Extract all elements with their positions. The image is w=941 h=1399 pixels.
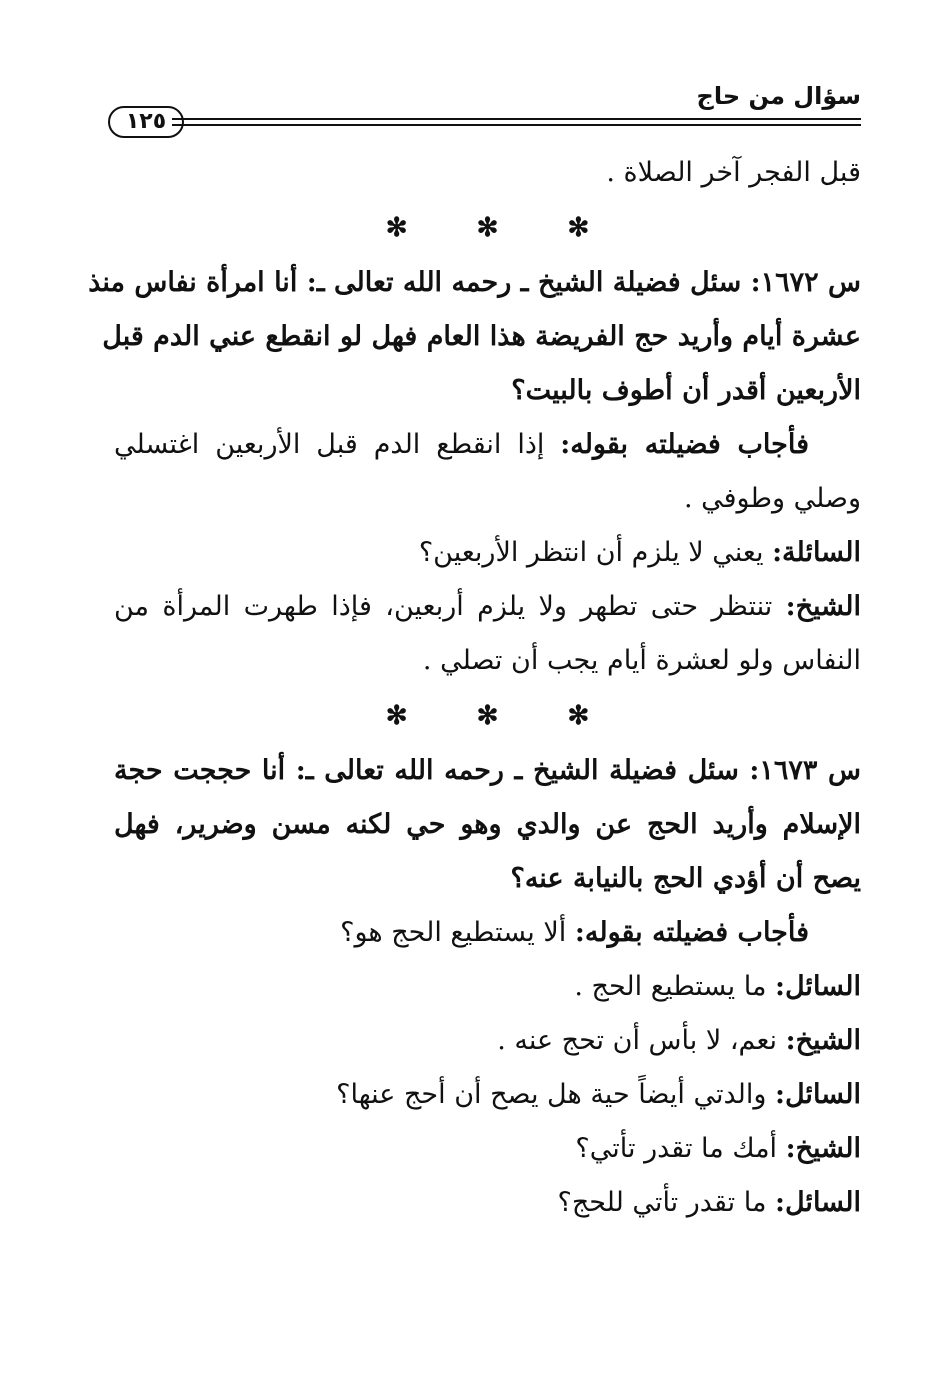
question-line: س ١٦٧٣: سئل فضيلة الشيخ ـ رحمه الله تعالى ـ: أنا حججت حجة [114, 755, 861, 786]
answer-text: إذا انقطع الدم قبل الأربعين اغتسلي [114, 429, 545, 460]
dialogue-text: نعم، لا بأس أن تحج عنه . [497, 1025, 778, 1056]
dialogue-text: يعني لا يلزم أن انتظر الأربعين؟ [418, 537, 764, 568]
dialogue-line [114, 1122, 861, 1176]
section-separator: ✻ ✻ ✻ [385, 701, 620, 731]
question-line: س ١٦٧٢: سئل فضيلة الشيخ ـ رحمه الله تعالى ـ: أنا امرأة نفاس منذ [88, 267, 861, 298]
speaker-label: الشيخ: [785, 1025, 861, 1056]
header-rule [172, 118, 861, 120]
speaker-label: السائل: [775, 1079, 861, 1110]
dialogue-line [114, 1176, 861, 1230]
answer-lead: فأجاب فضيلته بقوله: [560, 429, 809, 460]
question-line: الأربعين أقدر أن أطوف بالبيت؟ [511, 375, 861, 406]
dialogue-text: أمك ما تقدر تأتي؟ [575, 1133, 778, 1164]
page-number: ١٢٥ [108, 106, 184, 138]
question-line: يصح أن أؤدي الحج بالنيابة عنه؟ [510, 863, 861, 894]
question-line: الإسلام وأريد الحج عن والدي وهو حي لكنه مسن وضرير، فهل [114, 809, 861, 840]
dialogue-line [114, 1068, 861, 1122]
dialogue-line [114, 580, 861, 634]
dialogue-text: والدتي أيضاً حية هل يصح أن أحج عنها؟ [336, 1079, 767, 1110]
speaker-label: الشيخ: [785, 591, 861, 622]
dialogue-text: ما تقدر تأتي للحج؟ [557, 1187, 767, 1218]
speaker-label: الشيخ: [785, 1133, 861, 1164]
dialogue-line [114, 526, 861, 580]
dialogue-line: النفاس ولو لعشرة أيام يجب أن تصلي . [422, 645, 861, 676]
dialogue-line [114, 960, 861, 1014]
text-line: قبل الفجر آخر الصلاة . [606, 157, 861, 188]
speaker-label: السائل: [775, 1187, 861, 1218]
section-separator: ✻ ✻ ✻ [385, 213, 620, 243]
header-rule [172, 124, 861, 126]
answer-text: ألا يستطيع الحج هو؟ [340, 917, 567, 948]
dialogue-text: ما يستطيع الحج . [574, 971, 767, 1002]
speaker-label: السائلة: [772, 537, 861, 568]
speaker-label: السائل: [775, 971, 861, 1002]
answer-line [114, 906, 861, 960]
answer-line: وصلي وطوفي . [683, 483, 861, 514]
running-header-title: سؤال من حاج [696, 82, 861, 110]
dialogue-line [114, 1014, 861, 1068]
dialogue-text: تنتظر حتى تطهر ولا يلزم أربعين، فإذا طهرت المرأة من [114, 591, 773, 622]
answer-lead: فأجاب فضيلته بقوله: [574, 917, 809, 948]
answer-line [114, 418, 861, 472]
question-line: عشرة أيام وأريد حج الفريضة هذا العام فهل لو انقطع عني الدم قبل [102, 321, 861, 352]
page-body [88, 146, 861, 1230]
